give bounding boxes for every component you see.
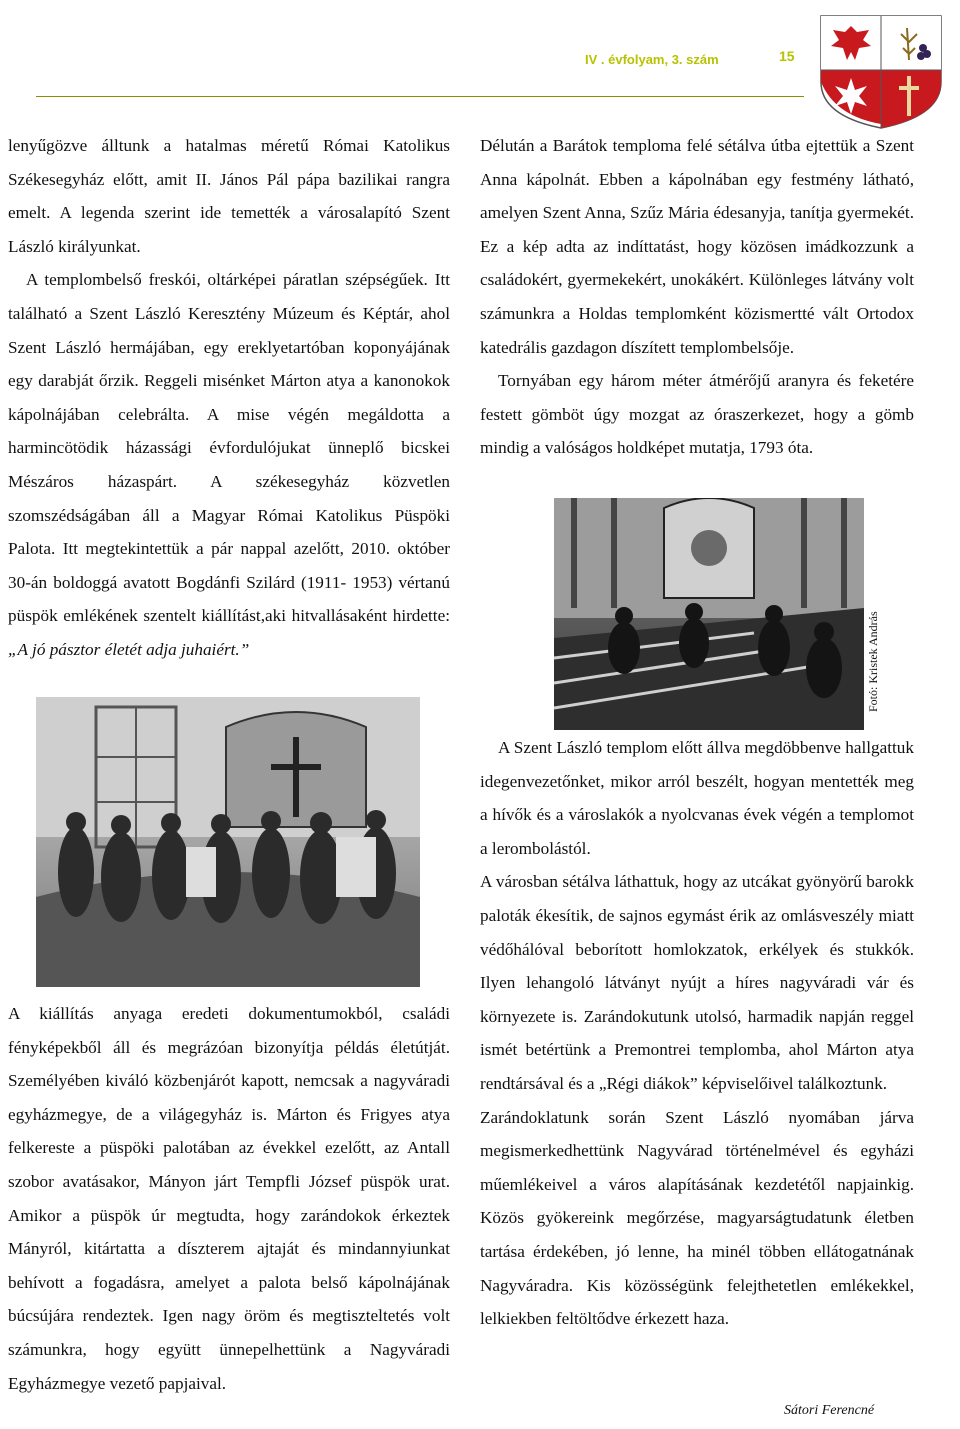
page-number: 15	[779, 48, 795, 64]
paragraph	[8, 263, 450, 666]
quote: „A jó pásztor életét adja juhaiért.”	[8, 639, 250, 659]
photo-credit: Fotó: Kristek András	[866, 611, 880, 712]
paragraph: lenyűgözve álltunk a hatalmas méretű Római Katolikus Székesegyház előtt, amit II. János Pál pápa bazilikai rangra emelt. A legenda szerint ide temették a városalapító Szent László királyunkat.	[8, 136, 450, 256]
paragraph: A kiállítás anyaga eredeti dokumentumokból, családi fényképekből áll és megrázóan bizonyítja példás életútját. Személyében kiváló közbenjárót kapott, nemcsak a nagyváradi egyházmegye, de a világegyház is. Márton és Frigyes atya felkereste a püspöki palotában az évekkel ezelőtt, az Antall szobor avatásakor, Mányon járt Tempfli József püspök urat. Amikor a püspök úr megtudta, hogy zarándokok érkeztek Mányról, kitártatta a díszterem ajtaját és mindannyiunkat behívott a fogadásra, amelyet a palota belső kápolnájának búcsújára rendeztek. Igen nagy öröm és megtiszteltetés volt számunkra, hogy együtt ünnepelhettünk a Nagyváradi Egyházmegye vezető papjaival.	[8, 1004, 450, 1393]
paragraph: Délután a Barátok temploma felé sétálva útba ejtettük a Szent Anna kápolnát. Ebben a kápolnában egy festmény látható, amelyen Szent Anna, Szűz Mária édesanyja, tanítja gyermekét. Ez a kép adta az indíttatást, hogy közösen imádkozzunk a családokért, gyermekekért, unokákért. Különleges látvány volt számunkra a Holdas templomként közismertté vált Ortodox katedrális gazdagon díszített templombelsője.	[480, 136, 914, 357]
group-photo	[36, 697, 420, 987]
author-signature: Sátori Ferencné	[784, 1403, 875, 1418]
paragraph: Zarándoklatunk során Szent László nyomában járva megismerkedhettünk Nagyvárad történelmével és egyházi műemlékeivel a város alapításának kezdetétől napjainkig. Közös gyökereink megőrzése, magyarságtudatunk életben tartása érdekében, jó lenne, ha minél többen ellátogatnának Nagyváradra. Kis közösségünk felejthetetlen emlékekkel, lelkiekben feltöltődve érkezett haza.	[480, 1107, 914, 1329]
paragraph: A városban sétálva láthattuk, hogy az utcákat gyönyörű barokk paloták ékesítik, de sajnos egymást érik az omlásveszély miatt védőhálóval beborított homlokzatok, erkélyek és stukkók. Ilyen lehangoló látványt nyújt a híres nagyváradi vár és környezete is. Zarándokutunk utolsó, harmadik napján reggel ismét betértünk a Premontrei templomba, ahol Márton atya rendtársával és a „Régi diákok” képviselőivel találkoztunk.	[480, 872, 914, 1093]
church-interior-photo-icon	[554, 498, 864, 730]
paragraph: Tornyában egy három méter átmérőjű aranyra és feketére festett gömböt úgy mozgat az óraszerkezet, hogy a gömb mindig a valóságos holdképet mutatja, 1793 óta.	[480, 371, 914, 458]
right-column-bottom	[480, 731, 914, 1336]
group-photo-icon	[36, 697, 420, 987]
church-interior-photo	[554, 498, 864, 730]
issue-label: IV . évfolyam, 3. szám	[585, 52, 719, 67]
paragraph: A Szent László templom előtt állva megdöbbenve hallgattuk idegenvezetőnket, mikor arról beszélt, hogyan mentették meg a hívők és a városlakók a nyolcvanas évek végén a templomot a lerombolástól.	[480, 738, 914, 858]
header-rule	[36, 96, 804, 97]
left-column-top	[8, 129, 450, 667]
right-column-top	[480, 129, 914, 465]
left-column-bottom	[8, 997, 450, 1400]
paragraph-text: A templombelső freskói, oltárképei páratlan szépségűek. Itt található a Szent László Keresztény Múzeum és Képtár, ahol Szent László hermájában, egy ereklyetartóban koponyájának egy darabját őrzik. Reggeli misénket Márton atya a kanonokok kápolnájában celebrálta. A mise végén megáldotta a harmincötödik házassági évfordulójukat ünneplő bicskei Mészáros házaspárt. A székesegyház közvetlen szomszédságában áll a Magyar Római Katolikus Püspöki Palota. Itt megtekintettük a pár nappal azelőtt, 2010. október 30-án boldoggá avatott Bogdánfi Szilárd (1911- 1953) vértanú püspök emlékének szentelt kiállítást,aki hitvallásaként hirdette:	[8, 270, 450, 626]
coat-of-arms-icon	[815, 12, 947, 130]
